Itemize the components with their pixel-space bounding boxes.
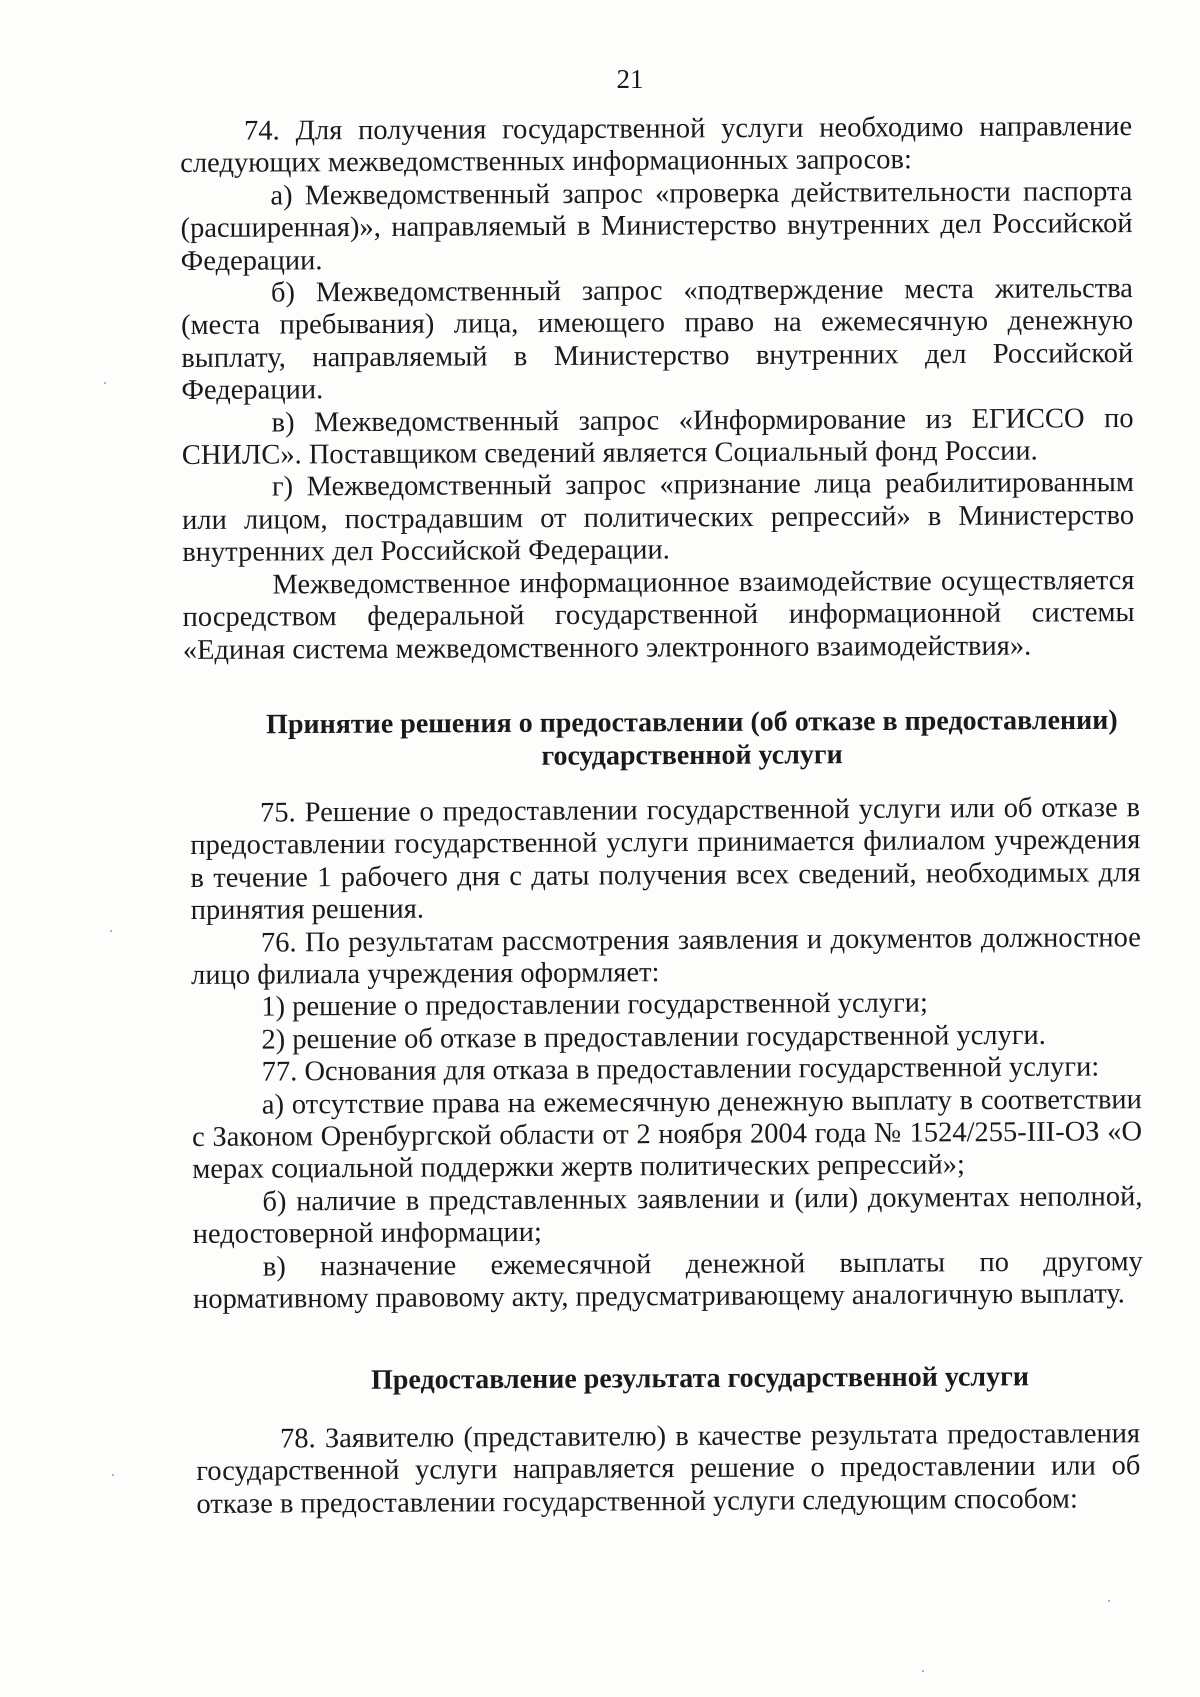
paragraph-76: 76. По результатам рассмотрения заявления и документов должностное лицо филиала учреждения оформляет:	[190, 921, 1141, 992]
scan-speck	[104, 382, 106, 384]
paragraph-77-v: в) назначение ежемесячной денежной выплаты по другому нормативному правовому акту, предусматривающему аналогичную выплату.	[192, 1245, 1143, 1316]
paragraph-74-a: а) Межведомственный запрос «проверка действительности паспорта (расширенная)», направляемый в Министерство внутренних дел Российской Федерации.	[180, 175, 1133, 277]
paragraph-interaction: Межведомственное информационное взаимодействие осуществляется посредством федеральной государственной информационной системы «Единая система межведомственного электронного взаимодействия».	[182, 564, 1135, 666]
scan-speck	[112, 1474, 114, 1476]
scan-speck	[922, 1670, 924, 1672]
section-decision	[190, 792, 1143, 1316]
scan-speck	[1108, 1600, 1110, 1602]
paragraph-74-v: в) Межведомственный запрос «Информирование из ЕГИССО по СНИЛС». Поставщиком сведений является Социальный фонд России.	[181, 402, 1134, 472]
page-number: 21	[616, 64, 644, 94]
section-interagency-requests	[180, 111, 1135, 667]
paragraph-74-b: б) Межведомственный запрос «подтверждение места жительства (места пребывания) лица, имеющего право на ежемесячную денежную выплату, направляемый в Министерство внутренних дел Российской Федерации.	[181, 273, 1134, 407]
paragraph-74-g: г) Межведомственный запрос «признание лица реабилитированным или лицом, пострадавшим от политических репрессий» в Министерство внутренних дел Российской Федерации.	[182, 467, 1135, 569]
paragraph-78: 78. Заявителю (представителю) в качестве результата предоставления государственной услуги направляется решение о предоставлении или об отказе в предоставлении государственной услуги следующим способом:	[196, 1418, 1141, 1520]
paragraph-75: 75. Решение о предоставлении государственной услуги или об отказе в предоставлении государственной услуги принимается филиалом учреждения в течение 1 рабочего дня с даты получения всех сведений, необходимых для принятия решения.	[190, 792, 1141, 927]
heading-decision-line-2: государственной услуги	[541, 739, 843, 772]
paragraph-77: 77. Основания для отказа в предоставлении государственной услуги:	[261, 1051, 1100, 1088]
heading-decision-line-1: Принятие решения о предоставлении (об отказе в предоставлении)	[266, 704, 1118, 741]
paragraph-77-a: а) отсутствие права на ежемесячную денежную выплату в соответствии с Законом Оренбургской области от 2 ноября 2004 года № 1524/255-III-ОЗ «О мерах социальной поддержки жертв политических репрессий»;	[191, 1083, 1143, 1186]
heading-result	[300, 1360, 1100, 1397]
heading-decision	[252, 704, 1132, 775]
heading-result-line-1: Предоставление результата государственной услуги	[370, 1361, 1030, 1396]
scan-speck	[110, 930, 112, 932]
paragraph-76-1: 1) решение о предоставлении государственной услуги;	[261, 987, 929, 1024]
paragraph-74: 74. Для получения государственной услуги необходимо направление следующих межведомственных информационных запросов:	[180, 111, 1133, 180]
paragraph-76-2: 2) решение об отказе в предоставлении государственной услуги.	[261, 1019, 1046, 1056]
paragraph-77-b: б) наличие в представленных заявлении и (или) документах неполной, недостоверной информации;	[192, 1181, 1143, 1251]
section-result	[196, 1418, 1141, 1521]
